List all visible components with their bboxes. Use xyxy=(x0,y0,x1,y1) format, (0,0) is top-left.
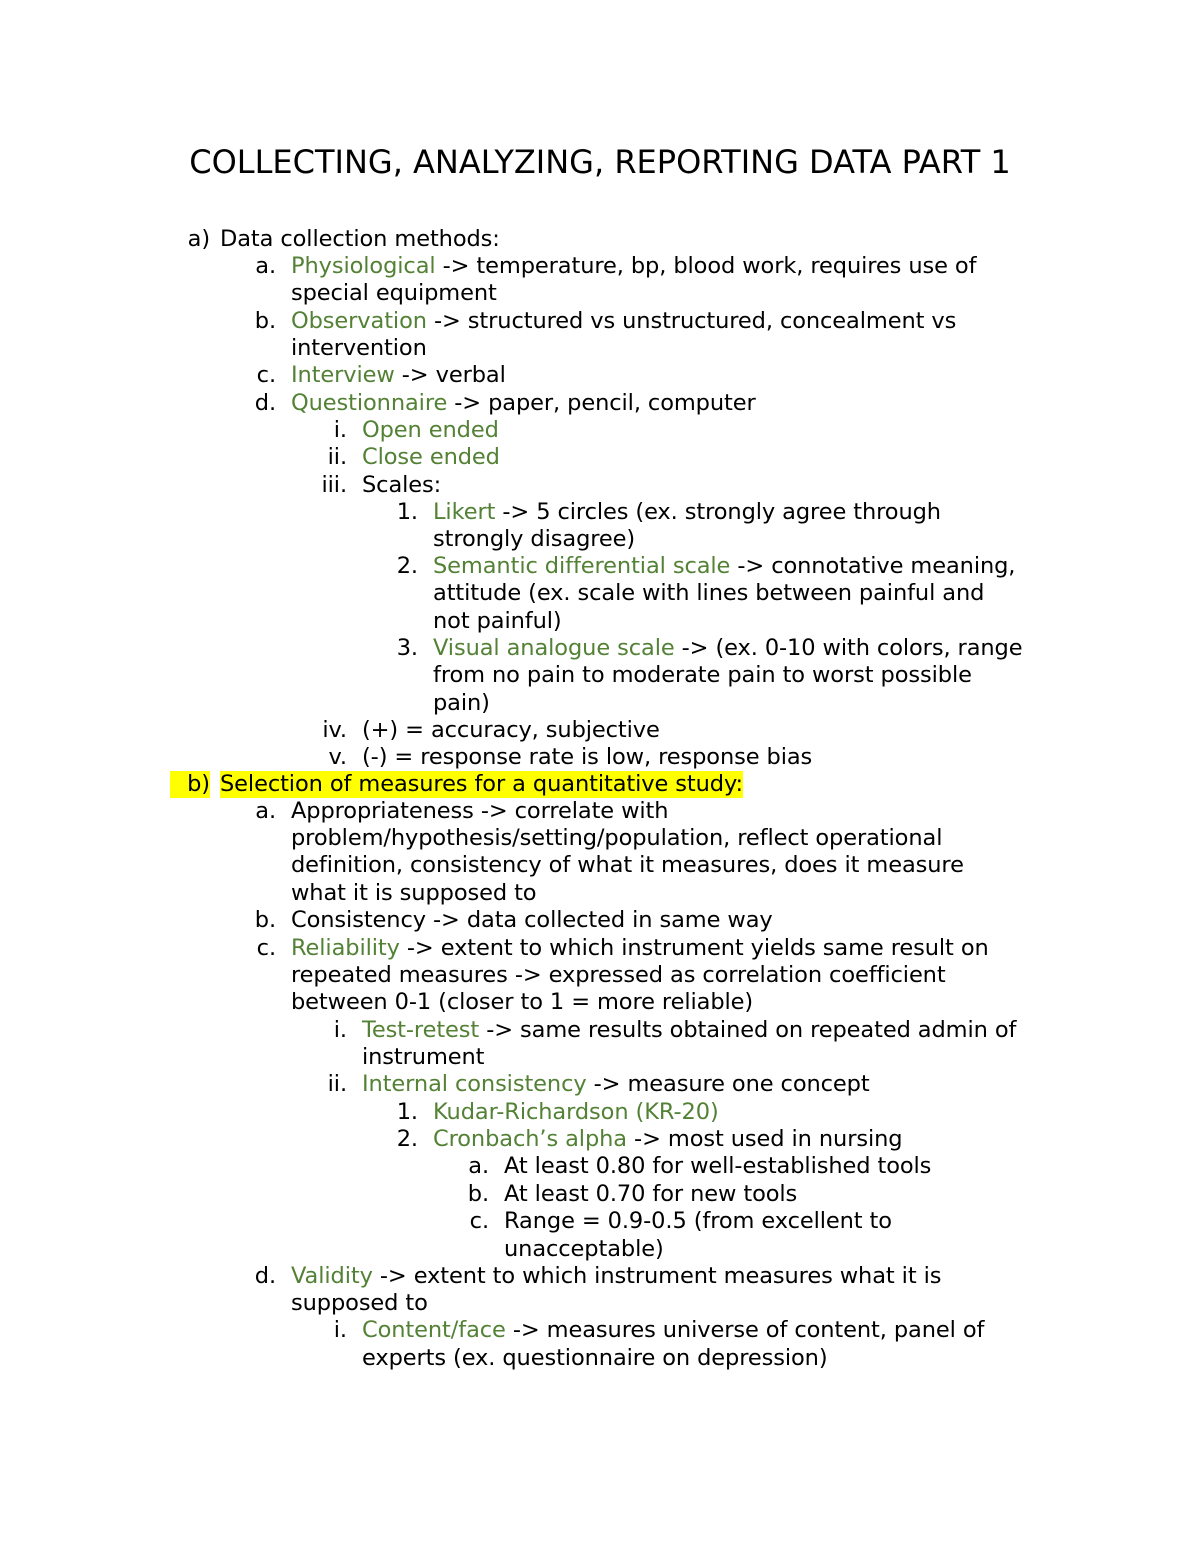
term-highlight: Internal consistency xyxy=(362,1071,587,1097)
list-marker: a. xyxy=(468,1153,489,1179)
term-highlight: Content/face xyxy=(362,1317,506,1343)
list-marker: i. xyxy=(333,417,347,443)
list-item-text xyxy=(362,1071,870,1098)
text-run: definition, consistency of what it measures, does it measure xyxy=(291,852,964,878)
text-run: experts (ex. questionnaire on depression) xyxy=(362,1345,828,1371)
outline-line xyxy=(0,1263,1200,1290)
list-marker: iii. xyxy=(321,472,347,498)
list-marker: d. xyxy=(254,390,276,416)
outline-line xyxy=(0,608,1200,635)
list-item-text xyxy=(291,798,668,825)
outline-line xyxy=(0,1153,1200,1180)
text-run: pain) xyxy=(433,690,490,716)
term-highlight: Visual analogue scale xyxy=(433,635,675,661)
text-run: Consistency -> data collected in same way xyxy=(291,907,773,933)
text-run: what it is supposed to xyxy=(291,880,537,906)
term-highlight: Close ended xyxy=(362,444,500,470)
list-item-text xyxy=(291,880,536,907)
text-run: from no pain to moderate pain to worst possible xyxy=(433,662,972,688)
outline-line xyxy=(0,1071,1200,1098)
list-item-text xyxy=(291,962,946,989)
outline-line xyxy=(0,662,1200,689)
list-item-text xyxy=(433,553,1015,580)
list-marker: b. xyxy=(254,308,276,334)
list-item-text xyxy=(220,226,500,253)
outline-line xyxy=(0,417,1200,444)
list-item-text xyxy=(291,362,506,389)
list-item-text xyxy=(504,1208,892,1235)
outline-line xyxy=(0,308,1200,335)
list-marker: 2. xyxy=(396,1126,418,1152)
list-item-text xyxy=(291,989,753,1016)
list-item-text xyxy=(291,253,976,280)
text-run: -> (ex. 0-10 with colors, range xyxy=(674,635,1023,661)
outline-line xyxy=(0,526,1200,553)
list-marker: a. xyxy=(255,253,276,279)
outline-line xyxy=(0,390,1200,417)
list-marker: ii. xyxy=(327,1071,347,1097)
text-run: Scales: xyxy=(362,472,442,498)
list-item-text xyxy=(433,1126,902,1153)
text-run: -> 5 circles (ex. strongly agree through xyxy=(495,499,941,525)
text-run: repeated measures -> expressed as correlation coefficient xyxy=(291,962,946,988)
list-item-text xyxy=(291,335,427,362)
list-marker: b. xyxy=(254,907,276,933)
outline-line xyxy=(0,1099,1200,1126)
outline-line xyxy=(0,226,1200,253)
list-marker: 1. xyxy=(396,499,418,525)
list-marker: 2. xyxy=(396,553,418,579)
list-item-text xyxy=(433,662,972,689)
text-run: At least 0.80 for well-established tools xyxy=(504,1153,932,1179)
list-marker: ii. xyxy=(327,444,347,470)
list-item-text xyxy=(291,390,756,417)
list-marker: 3. xyxy=(396,635,418,661)
outline-line xyxy=(0,362,1200,389)
text-run: -> most used in nursing xyxy=(627,1126,903,1152)
list-item-text xyxy=(433,580,984,607)
term-highlight: Test-retest xyxy=(362,1017,480,1043)
outline-line xyxy=(0,1044,1200,1071)
outline-line xyxy=(0,635,1200,662)
outline-line xyxy=(0,553,1200,580)
list-item-text xyxy=(291,1263,941,1290)
outline-line xyxy=(0,717,1200,744)
list-item-text xyxy=(504,1236,664,1263)
list-marker: iv. xyxy=(322,717,347,743)
outline-line xyxy=(0,444,1200,471)
term-highlight: Kudar-Richardson (KR-20) xyxy=(433,1099,719,1125)
list-item-text xyxy=(291,852,964,879)
outline-line xyxy=(0,1345,1200,1372)
text-run: (-) = response rate is low, response bias xyxy=(362,744,813,770)
text-run: -> measure one concept xyxy=(586,1071,870,1097)
outline-line xyxy=(0,935,1200,962)
term-highlight: Reliability xyxy=(291,935,400,961)
text-run: -> same results obtained on repeated admin of xyxy=(479,1017,1017,1043)
term-highlight: Validity xyxy=(291,1263,373,1289)
term-highlight: Observation xyxy=(291,308,427,334)
outline-line xyxy=(0,825,1200,852)
text-run: At least 0.70 for new tools xyxy=(504,1181,798,1207)
list-marker: c. xyxy=(469,1208,489,1234)
list-item-text xyxy=(362,1345,828,1372)
text-run: instrument xyxy=(362,1044,485,1070)
outline-line xyxy=(0,907,1200,934)
outline-line xyxy=(0,989,1200,1016)
list-item-text xyxy=(362,472,441,499)
list-item-text xyxy=(291,1290,428,1317)
outline-line xyxy=(0,253,1200,280)
text-run: (+) = accuracy, subjective xyxy=(362,717,660,743)
list-item-text xyxy=(504,1153,931,1180)
text-run: -> verbal xyxy=(394,362,506,388)
list-item-text xyxy=(362,1044,484,1071)
text-run: -> extent to which instrument yields same result on xyxy=(399,935,989,961)
outline-line xyxy=(0,690,1200,717)
list-item-text xyxy=(362,717,660,744)
text-run: not painful) xyxy=(433,608,562,634)
list-marker: a. xyxy=(255,798,276,824)
list-marker: i. xyxy=(333,1317,347,1343)
list-item-text xyxy=(433,635,1022,662)
list-marker: 1. xyxy=(396,1099,418,1125)
outline-line xyxy=(0,1236,1200,1263)
outline-line xyxy=(0,962,1200,989)
outline-line xyxy=(0,1017,1200,1044)
list-item-text xyxy=(504,1181,797,1208)
outline-line xyxy=(0,280,1200,307)
text-run: Range = 0.9-0.5 (from excellent to xyxy=(504,1208,892,1234)
term-highlight: Likert xyxy=(433,499,496,525)
list-item-text xyxy=(362,1317,984,1344)
list-marker: i. xyxy=(333,1017,347,1043)
list-item-text xyxy=(291,935,989,962)
text-run: Selection of measures for a quantitative study: xyxy=(220,771,744,797)
outline-line xyxy=(0,798,1200,825)
text-run: attitude (ex. scale with lines between painful and xyxy=(433,580,985,606)
text-run: special equipment xyxy=(291,280,497,306)
text-run: -> extent to which instrument measures what it is xyxy=(372,1263,942,1289)
list-item-text xyxy=(220,771,743,798)
text-run: -> connotative meaning, xyxy=(730,553,1016,579)
outline-line xyxy=(0,1290,1200,1317)
list-item-text xyxy=(362,417,499,444)
list-item-text xyxy=(433,690,490,717)
list-item-text xyxy=(433,1099,719,1126)
term-highlight: Semantic differential scale xyxy=(433,553,731,579)
outline-line xyxy=(0,1208,1200,1235)
term-highlight: Physiological xyxy=(291,253,436,279)
text-run: intervention xyxy=(291,335,427,361)
text-run: strongly disagree) xyxy=(433,526,636,552)
term-highlight: Questionnaire xyxy=(291,390,448,416)
outline-line xyxy=(0,744,1200,771)
text-run: unacceptable) xyxy=(504,1236,664,1262)
text-run: -> temperature, bp, blood work, requires use of xyxy=(435,253,977,279)
outline-line xyxy=(0,1181,1200,1208)
list-marker: c. xyxy=(256,362,276,388)
term-highlight: Cronbach’s alpha xyxy=(433,1126,627,1152)
list-marker: b. xyxy=(467,1181,489,1207)
outline-line xyxy=(0,852,1200,879)
outline-line xyxy=(0,1317,1200,1344)
list-item-text xyxy=(291,308,956,335)
list-marker: a) xyxy=(187,226,210,252)
outline-line xyxy=(0,1126,1200,1153)
term-highlight: Interview xyxy=(291,362,395,388)
text-run: between 0-1 (closer to 1 = more reliable) xyxy=(291,989,754,1015)
list-item-text xyxy=(291,825,942,852)
list-marker: c. xyxy=(256,935,276,961)
page-title: COLLECTING, ANALYZING, REPORTING DATA PART 1 xyxy=(189,143,1011,181)
outline-line xyxy=(0,472,1200,499)
text-run: Data collection methods: xyxy=(220,226,500,252)
list-item-text xyxy=(291,280,497,307)
outline-line xyxy=(0,335,1200,362)
text-run: -> paper, pencil, computer xyxy=(447,390,756,416)
list-marker: d. xyxy=(254,1263,276,1289)
list-item-text xyxy=(433,608,562,635)
term-highlight: Open ended xyxy=(362,417,499,443)
text-run: -> measures universe of content, panel of xyxy=(505,1317,985,1343)
text-run: Appropriateness -> correlate with xyxy=(291,798,669,824)
outline-line xyxy=(0,771,1200,798)
list-marker: v. xyxy=(328,744,347,770)
outline-line xyxy=(0,580,1200,607)
list-item-text xyxy=(433,526,635,553)
outline-line xyxy=(0,499,1200,526)
list-item-text xyxy=(291,907,773,934)
text-run: -> structured vs unstructured, concealment vs xyxy=(426,308,957,334)
list-marker: b) xyxy=(170,771,210,798)
outline-line xyxy=(0,880,1200,907)
list-item-text xyxy=(362,744,812,771)
text-run: problem/hypothesis/setting/population, reflect operational xyxy=(291,825,943,851)
list-item-text xyxy=(362,444,500,471)
list-item-text xyxy=(362,1017,1016,1044)
list-item-text xyxy=(433,499,941,526)
text-run: supposed to xyxy=(291,1290,428,1316)
